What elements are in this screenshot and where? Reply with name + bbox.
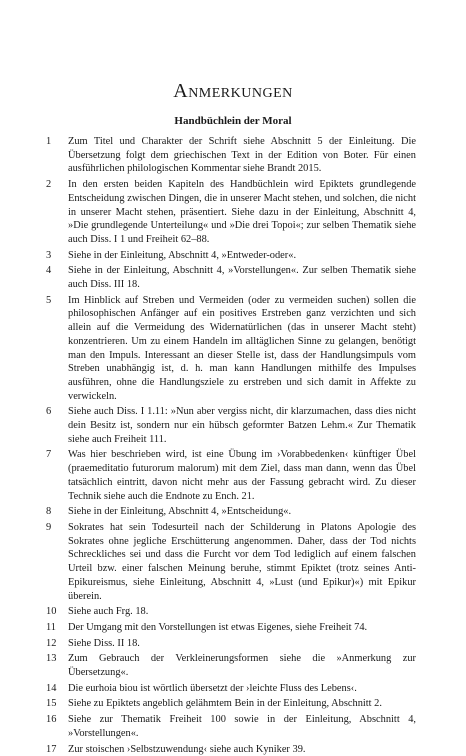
endnote-number: 10 [46,606,57,618]
endnote [0,405,466,446]
endnote-number: 6 [46,406,52,418]
endnotes-list [0,133,466,756]
endnote-text: Siehe Diss. II 18. [68,637,140,649]
endnote-text: Siehe in der Einleitung, Abschnitt 4, »Entscheidung«. [68,506,292,518]
endnote-text: Zur stoischen ›Selbstzuwendung‹ siehe auch Kyniker 39. [68,743,306,755]
endnote-text: Siehe in der Einleitung, Abschnitt 4, »Vorstellungen«. Zur selben Thematik siehe auch Diss. III 18. [68,265,416,291]
endnote-number: 5 [46,294,52,306]
endnote-number: 1 [46,136,52,147]
endnote-text: Siehe in der Einleitung, Abschnitt 4, »Entweder-oder«. [68,249,297,261]
endnote-text: Siehe auch Diss. I 1.11: »Nun aber vergiss nicht, dir klarzumachen, dass dies nicht dein Besitz ist, sondern nur ein hübsch geformter Batzen Lehm.« Zur Thematik siehe auch Freiheit 111. [68,406,416,445]
endnote-text: Zum Gebrauch der Verkleinerungsformen siehe die »Anmerkung zur Übersetzung«. [68,653,416,679]
section-subtitle: Handbüchlein der Moral [174,115,292,127]
endnote [0,605,466,619]
endnote [0,697,466,711]
endnote-number: 15 [46,698,57,710]
endnote-number: 3 [46,249,52,261]
endnote [0,521,466,603]
endnote-text: Siehe auch Frg. 18. [68,606,149,618]
endnote [0,448,466,503]
endnote [0,505,466,519]
endnote [0,249,466,263]
endnote [0,713,466,740]
endnote-number: 17 [46,743,57,755]
endnote-number: 4 [46,265,52,277]
page-title: Anmerkungen [173,80,293,102]
endnote-number: 16 [46,714,57,726]
endnote-number: 2 [46,179,52,191]
endnote-text: Siehe zu Epiktets angeblich gelähmtem Bein in der Einleitung, Abschnitt 2. [68,698,382,710]
endnote-number: 12 [46,637,57,649]
endnote-text: Die eurhoia biou ist wörtlich übersetzt der ›leichte Fluss des Lebens‹. [68,682,357,694]
endnote-number: 8 [46,506,52,518]
endnote-number: 7 [46,449,52,461]
endnote-text: In den ersten beiden Kapiteln des Handbüchlein wird Epiktets grundlegende Entscheidung zwischen Dingen, die in unserer Macht stehen, und solchen, die nicht in unserer Macht stehen, präsentiert. Siehe dazu in der Einleitung, Abschnitt 4, »Die grundlegende Unterteilung« und »Die drei Topoi«; zur selben Thematik siehe auch Diss. I 1 und Freiheit 62–88. [68,179,416,245]
endnote [0,621,466,635]
endnote-number: 14 [46,682,57,694]
endnote [0,178,466,247]
endnote-number: 13 [46,653,57,665]
endnote-text: Sokrates hat sein Todesurteil nach der Schilderung in Platons Apologie des Sokrates ohne jegliche Erschütterung angenommen. Daher, dass der Tod nichts Schreckliches sei und dass die Furcht vor dem Tod lediglich auf einem falschen Urteil bzw. einer falschen Meinung beruhe, stimmt Epiktet (trotz seines Anti-Epikureismus, siehe Einleitung, Abschnitt 4, »Lust (und Epikur)«) mit Epikur überein. [68,521,416,602]
endnote [0,682,466,696]
endnote [0,652,466,679]
endnote [0,135,466,176]
endnote [0,264,466,291]
endnote [0,743,466,756]
endnote-text: Siehe zur Thematik Freiheit 100 sowie in der Einleitung, Abschnitt 4, »Vorstellungen«. [68,714,416,739]
endnote [0,637,466,651]
endnote-text: Was hier beschrieben wird, ist eine Übung im ›Vorabbedenken‹ künftiger Übel (praemeditatio futurorum malorum) mit dem Ziel, dass man dann, wenn das Übel tatsächlich eintritt, davon nicht mehr aus der Fassung gebracht wird. Zu dieser Technik siehe auch die Endnote zu Ench. 21. [68,449,416,502]
endnote-text: Im Hinblick auf Streben und Vermeiden (oder zu vermeiden suchen) sollen die philosophischen Anfänger auf ein positives Erstreben ganz verzichten und sich allein auf die Vermeidung des Widernatürlichen (das in unserer Macht steht) konzentrieren. Um zu einem Handeln im alltäglichen Sinne zu gelangen, benötigt man den Impuls. Interessant an dieser Stelle ist, dass der Handlungsimpuls vom Streben unabhängig ist, d. h. man kann Handlungen mithilfe des Impulses ausführen, ohne die Handlungsziele zu erstreben und sich damit in Affekte zu verwickeln. [68,294,416,402]
endnote [0,294,466,404]
endnote-number: 9 [46,521,52,533]
endnote-number: 11 [46,621,57,633]
endnote-text: Der Umgang mit den Vorstellungen ist etwas Eigenes, siehe Freiheit 74. [68,621,368,633]
endnote-text: Zum Titel und Charakter der Schrift siehe Abschnitt 5 der Einleitung. Die Übersetzung folgt dem griechischen Text in der Edition von Boter. Für einen ausführlichen philologischen Kommentar siehe Brandt 2015. [68,136,416,175]
